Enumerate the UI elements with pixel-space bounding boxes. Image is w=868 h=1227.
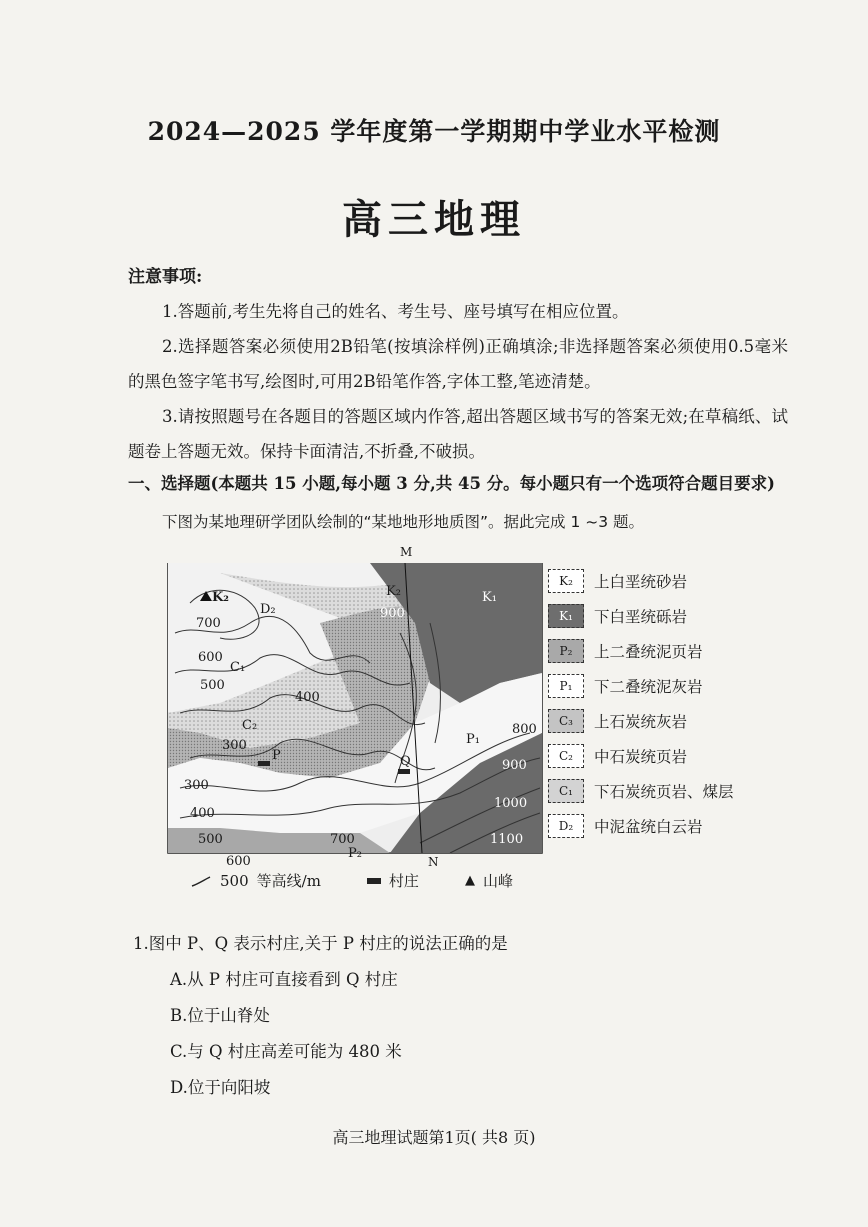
exam-title: 2024—2025 学年度第一学期期中学业水平检测 bbox=[147, 117, 721, 146]
legend-label: 中泥盆统白云岩 bbox=[594, 818, 703, 836]
legend-item bbox=[548, 707, 687, 735]
subject-title: 高三地理 bbox=[342, 196, 526, 243]
contour-label: 900 bbox=[502, 758, 527, 773]
legend-swatch: P₁ bbox=[548, 674, 584, 698]
section-heading: 一、选择题(本题共 15 小题,每小题 3 分,共 45 分。每小题只有一个选项符合题目要求) bbox=[128, 474, 775, 493]
rock-label: P₁ bbox=[466, 732, 480, 747]
legend-label: 上白垩统砂岩 bbox=[594, 573, 688, 591]
contour-label: 700 bbox=[196, 616, 221, 631]
page-footer: 高三地理试题第1页( 共8 页) bbox=[332, 1128, 536, 1147]
legend-swatch: C₃ bbox=[548, 709, 584, 733]
contour-label: 300 bbox=[222, 738, 247, 753]
legend-item bbox=[548, 812, 703, 840]
rock-label: K₁ bbox=[482, 590, 497, 605]
village-marker-p bbox=[258, 761, 270, 766]
village-marker-q bbox=[398, 769, 410, 774]
legend-item bbox=[548, 602, 687, 630]
legend-label: 上石炭统灰岩 bbox=[594, 713, 688, 731]
legend-swatch: C₂ bbox=[548, 744, 584, 768]
legend-item bbox=[548, 777, 734, 805]
contour-label: 1100 bbox=[490, 832, 524, 847]
notice-item-2: 2.选择题答案必须使用2B铅笔(按填涂样例)正确填涂;非选择题答案必须使用0.5毫米的黑色签字笔书写,绘图时,可用2B铅笔作答,字体工整,笔迹清楚。 bbox=[128, 337, 788, 391]
option-d: D.位于向阳坡 bbox=[170, 1078, 271, 1097]
legend-label: 下白垩统砾岩 bbox=[594, 608, 688, 626]
legend-label: 下石炭统页岩、煤层 bbox=[594, 783, 734, 801]
question-intro: 下图为某地理研学团队绘制的“某地地形地质图”。据此完成 1 ~3 题。 bbox=[162, 513, 645, 531]
notice-item-3: 3.请按照题号在各题目的答题区域内作答,超出答题区域书写的答案无效;在草稿纸、试题卷上答题无效。保持卡面清洁,不折叠,不破损。 bbox=[128, 407, 788, 461]
notice-item-1: 1.答题前,考生先将自己的姓名、考生号、座号填写在相应位置。 bbox=[162, 302, 629, 321]
map-key bbox=[190, 870, 513, 891]
question-1-stem: 1.图中 P、Q 表示村庄,关于 P 村庄的说法正确的是 bbox=[133, 934, 508, 953]
contour-label: 400 bbox=[295, 690, 320, 705]
contour-label: 900 bbox=[380, 606, 405, 621]
point-label-m: M bbox=[400, 545, 413, 559]
legend-label: 下二叠统泥灰岩 bbox=[594, 678, 703, 696]
legend-item bbox=[548, 672, 703, 700]
legend-label: 上二叠统泥页岩 bbox=[594, 643, 703, 661]
legend-item bbox=[548, 637, 703, 665]
contour-label: 600 bbox=[198, 650, 223, 665]
peak-icon: ▲ bbox=[464, 873, 475, 888]
rock-label: C₂ bbox=[242, 718, 258, 733]
map-figure bbox=[160, 563, 545, 873]
contour-label: 800 bbox=[512, 722, 537, 737]
contour-label: 500 bbox=[200, 678, 225, 693]
legend-swatch: K₂ bbox=[548, 569, 584, 593]
contour-label: 700 bbox=[330, 832, 355, 847]
notice-heading: 注意事项: bbox=[128, 267, 203, 287]
key-contour-label: 等高线/m bbox=[256, 872, 321, 890]
legend-swatch: D₂ bbox=[548, 814, 584, 838]
option-b: B.位于山脊处 bbox=[170, 1006, 270, 1025]
option-a: A.从 P 村庄可直接看到 Q 村庄 bbox=[170, 970, 398, 989]
point-label-n: N bbox=[428, 855, 439, 869]
contour-label: 300 bbox=[184, 778, 209, 793]
rock-label: C₁ bbox=[230, 660, 246, 675]
rock-label: K₂ bbox=[386, 584, 401, 599]
point-label-p: P bbox=[272, 748, 281, 763]
contour-label: 500 bbox=[198, 832, 223, 847]
key-contour-value: 500 bbox=[220, 871, 249, 890]
legend-item bbox=[548, 742, 687, 770]
contour-line-icon bbox=[190, 874, 212, 888]
legend-swatch: P₂ bbox=[548, 639, 584, 663]
legend-label: 中石炭统页岩 bbox=[594, 748, 688, 766]
contour-label: 600 bbox=[226, 854, 251, 869]
rock-label: P₂ bbox=[348, 846, 362, 861]
key-peak-label: 山峰 bbox=[482, 872, 513, 890]
option-c: C.与 Q 村庄高差可能为 480 米 bbox=[170, 1042, 402, 1061]
rock-label: K₂ bbox=[212, 590, 229, 605]
legend-swatch: C₁ bbox=[548, 779, 584, 803]
contour-label: 400 bbox=[190, 806, 215, 821]
contour-label: 1000 bbox=[494, 796, 528, 811]
point-label-q: Q bbox=[400, 754, 411, 769]
rock-label: D₂ bbox=[260, 602, 276, 617]
legend-swatch: K₁ bbox=[548, 604, 584, 628]
key-village-label: 村庄 bbox=[388, 872, 419, 890]
legend-item bbox=[548, 567, 687, 595]
village-icon bbox=[367, 878, 381, 884]
